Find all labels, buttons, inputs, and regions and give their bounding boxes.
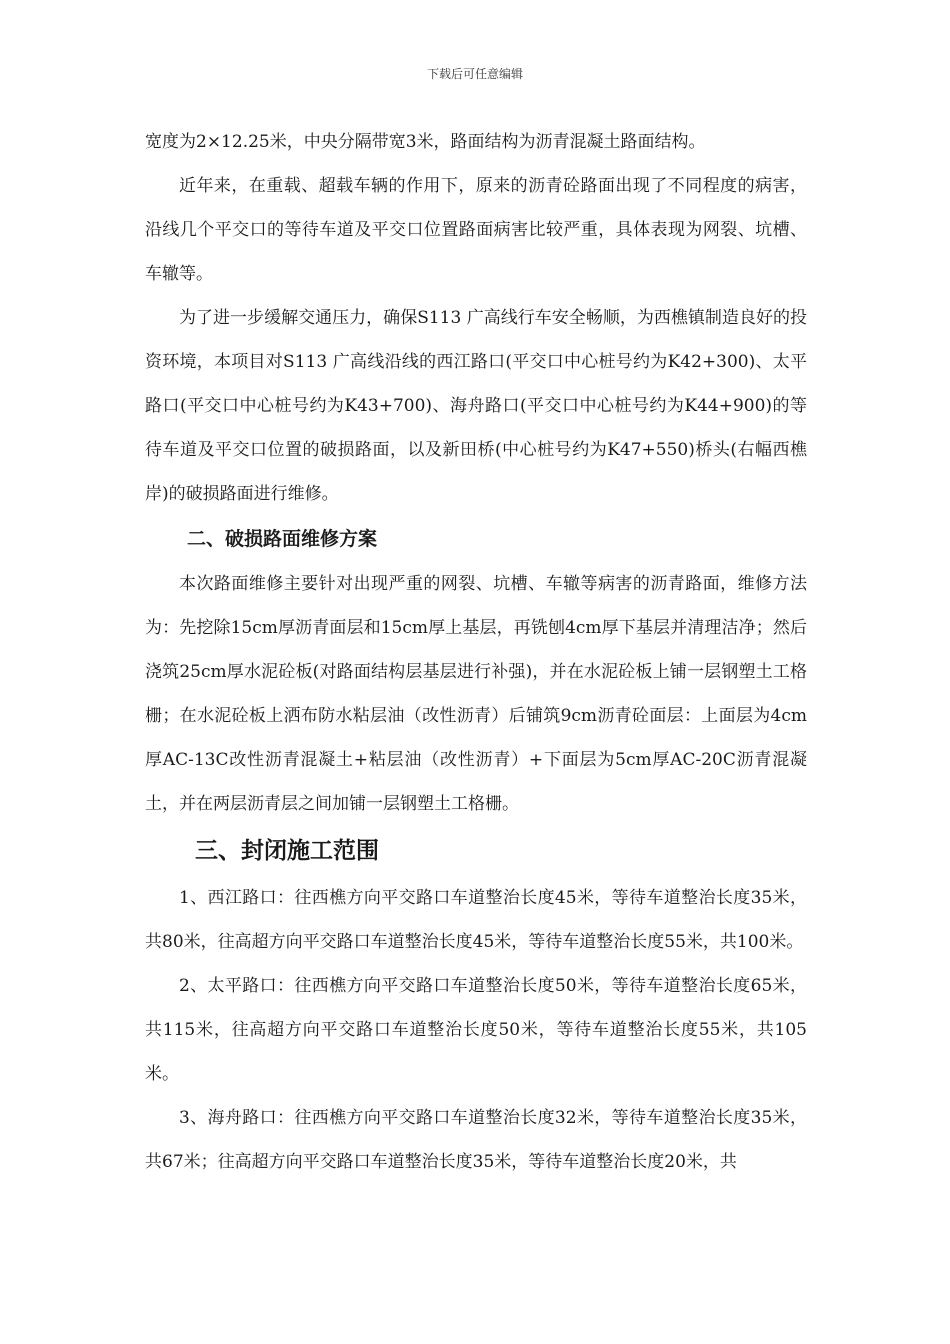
list-item-xijiang: 1、西江路口：往西樵方向平交路口车道整治长度45米，等待车道整治长度35米，共80米，往高超方向平交路口车道整治长度45米，等待车道整治长度55米，共100米。 [145, 888, 807, 952]
paragraph-repair-method: 本次路面维修主要针对出现严重的网裂、坑槽、车辙等病害的沥青路面，维修方法为：先挖除15cm厚沥青面层和15cm厚上基层，再铣刨4cm厚下基层并清理洁净；然后浇筑25cm厚水泥砼板(对路面结构层基层进行补强)，并在水泥砼板上铺一层钢塑土工格栅；在水泥砼板上洒布防水粘层油（改性沥青）后铺筑9cm沥青砼面层：上面层为4cm厚AC-13C改性沥青混凝土+粘层油（改性沥青）+下面层为5cm厚AC-20C沥青混凝土，并在两层沥青层之间加铺一层钢塑土工格栅。 [145, 574, 807, 814]
section-heading-repair-plan: 二、破损路面维修方案 [187, 528, 378, 550]
paragraph-project-scope: 为了进一步缓解交通压力，确保S113 广高线行车安全畅顺，为西樵镇制造良好的投资环境，本项目对S113 广高线沿线的西江路口(平交口中心桩号约为K42+300)、太平路口(平交口中心桩号约为K43+700)、海舟路口(平交口中心桩号约为K44+900)的等待车道及平交口位置的破损路面，以及新田桥(中心桩号约为K47+550)桥头(右幅西樵岸)的破损路面进行维修。 [145, 308, 807, 504]
list-item-taiping: 2、太平路口：往西樵方向平交路口车道整治长度50米，等待车道整治长度65米，共115米，往高超方向平交路口车道整治长度50米，等待车道整治长度55米，共105米。 [145, 976, 807, 1084]
page-header-note: 下载后可任意编辑 [426, 67, 523, 81]
list-item-haizhou: 3、海舟路口：往西樵方向平交路口车道整治长度32米，等待车道整治长度35米，共67米；往高超方向平交路口车道整治长度35米，等待车道整治长度20米，共 [145, 1108, 807, 1172]
document-body [145, 120, 807, 1184]
paragraph-road-width: 宽度为2×12.25米，中央分隔带宽3米，路面结构为沥青混凝土路面结构。 [145, 132, 706, 152]
paragraph-road-damage: 近年来，在重载、超载车辆的作用下，原来的沥青砼路面出现了不同程度的病害，沿线几个平交口的等待车道及平交口位置路面病害比较严重，具体表现为网裂、坑槽、车辙等。 [145, 176, 807, 284]
section-heading-closure-range: 三、封闭施工范围 [195, 837, 379, 864]
